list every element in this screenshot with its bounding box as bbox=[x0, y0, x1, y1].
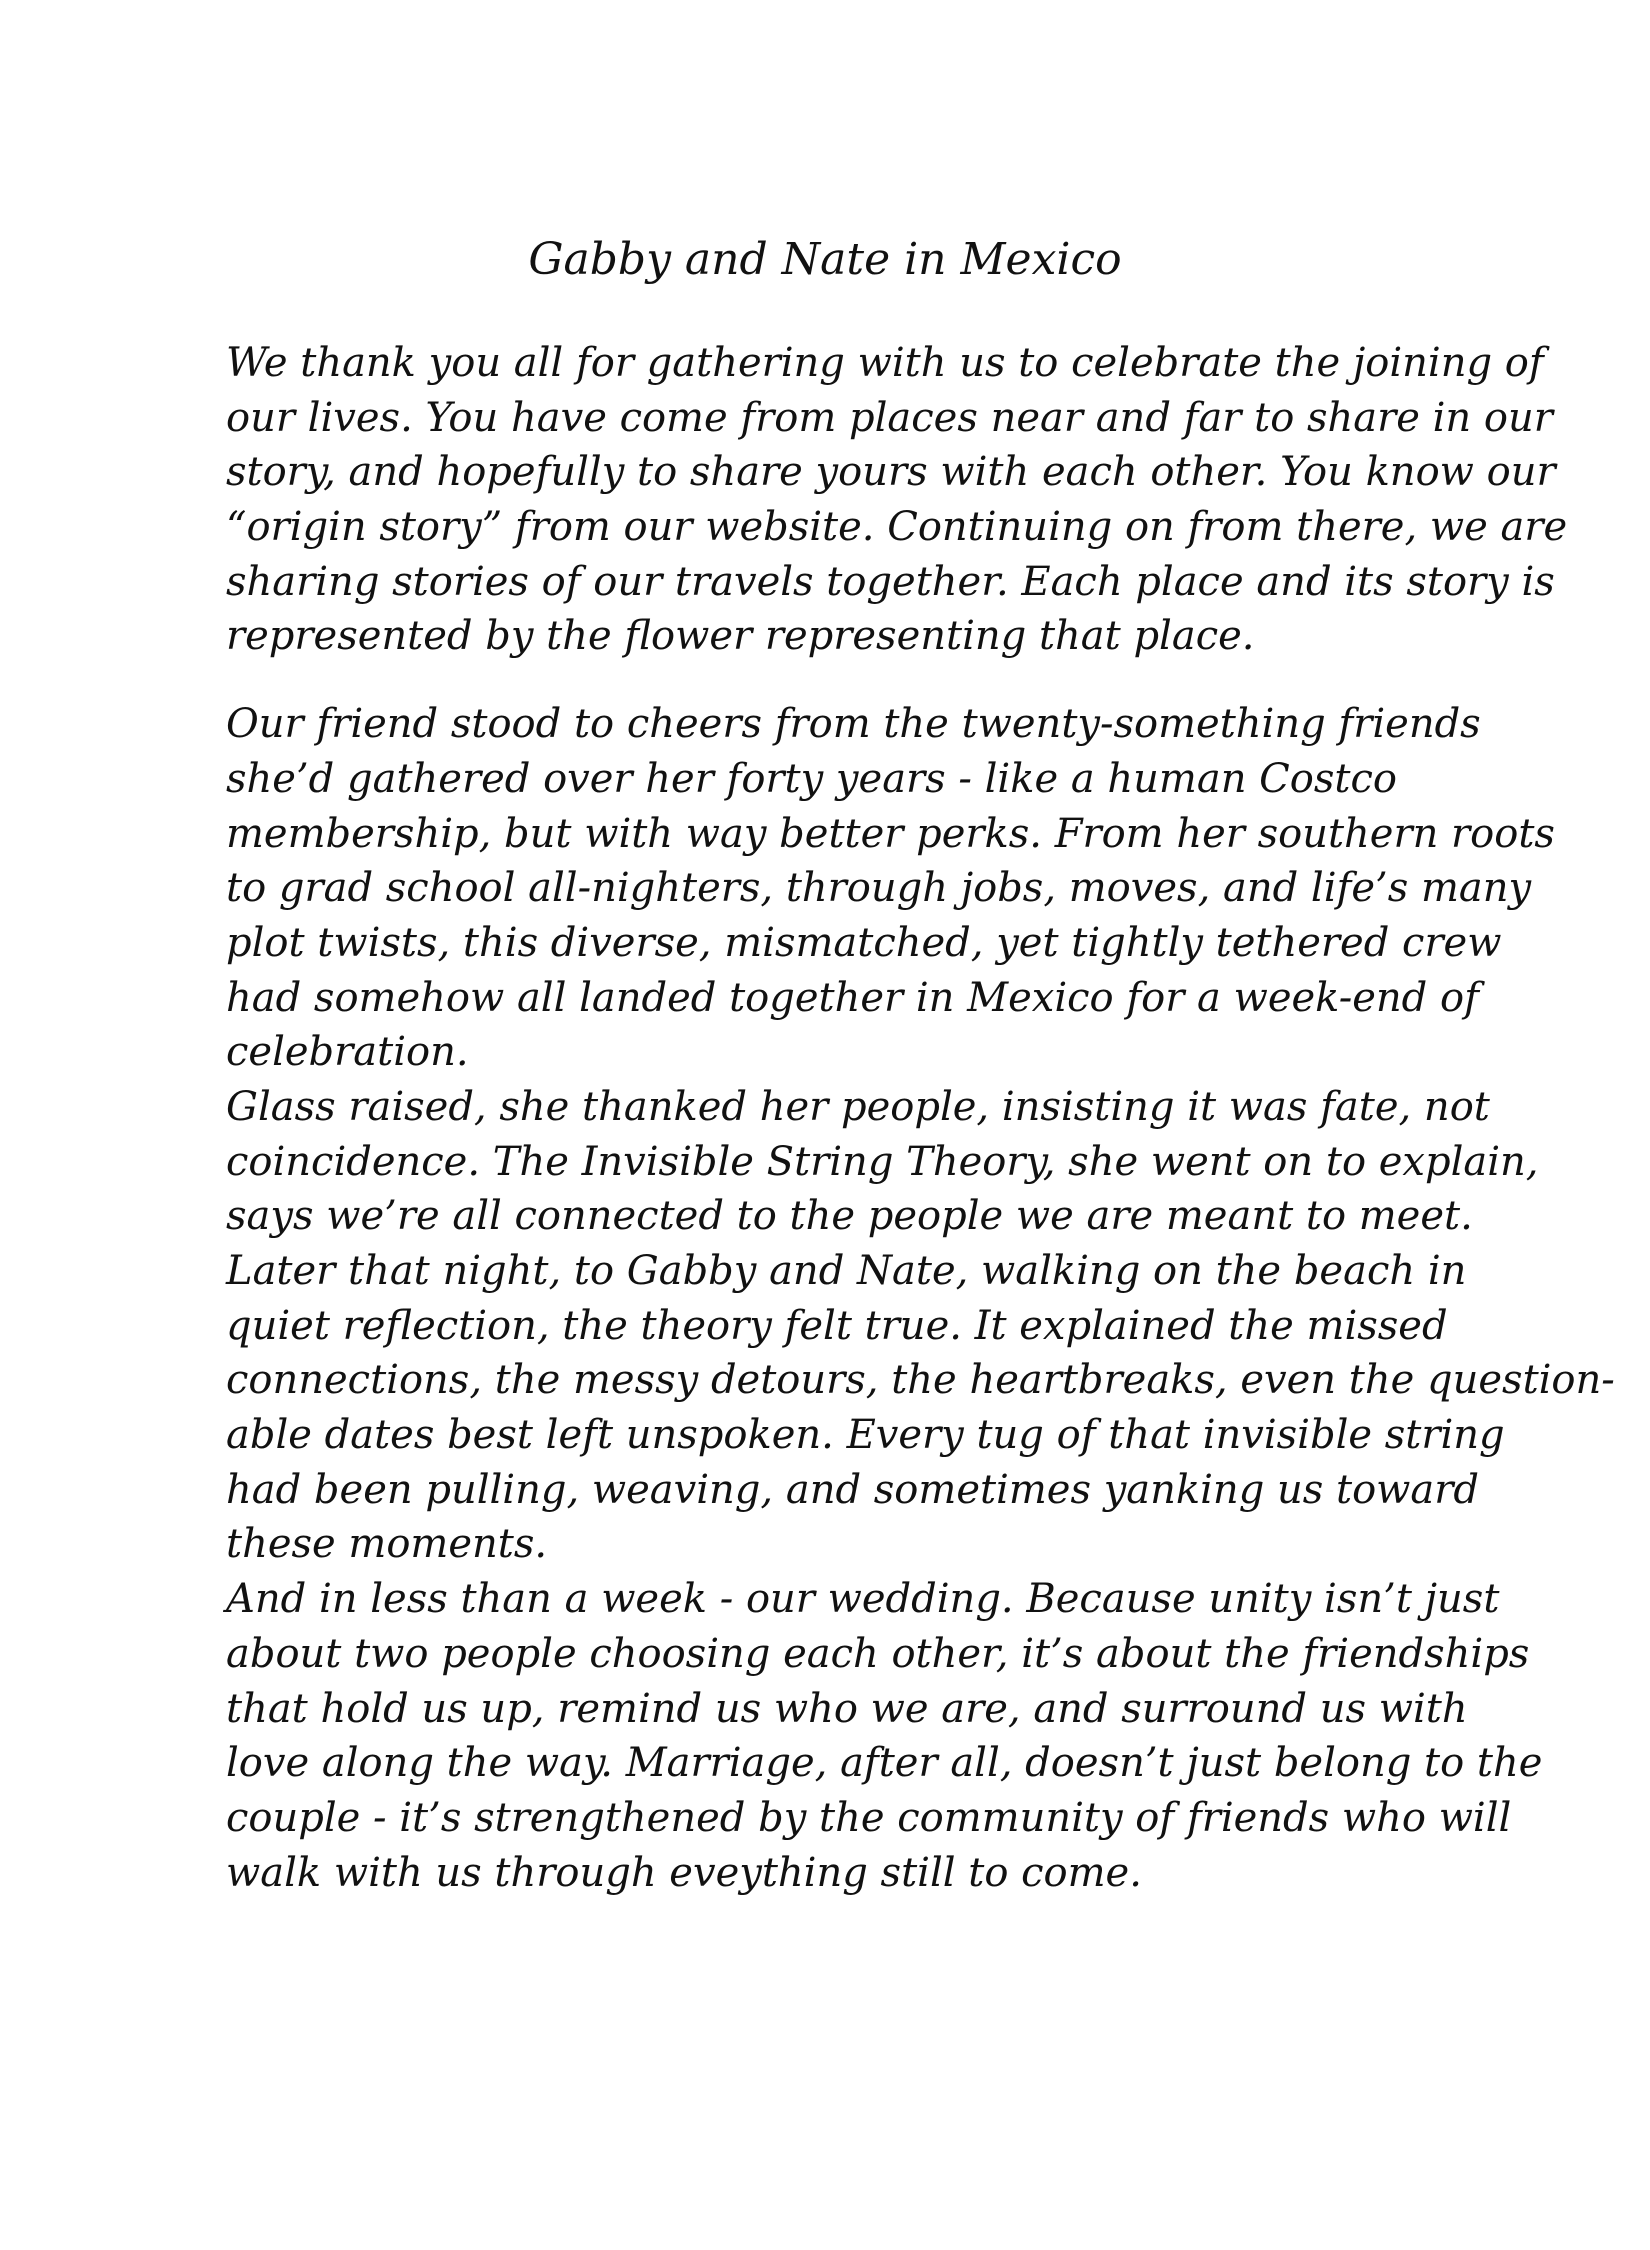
text-line: Our friend stood to cheers from the twenty-something friends bbox=[226, 701, 1481, 748]
text-line: And in less than a week - our wedding. Because unity isn’t just bbox=[226, 1576, 1500, 1623]
text-line: she’d gathered over her forty years - like a human Costco bbox=[226, 755, 1397, 802]
text-line: Later that night, to Gabby and Nate, walking on the beach in bbox=[226, 1248, 1467, 1294]
text-line: had been pulling, weaving, and sometimes yanking us toward bbox=[226, 1466, 1479, 1513]
text-line: plot twists, this diverse, mismatched, yet tightly tethered crew bbox=[226, 919, 1502, 966]
text-line: about two people choosing each other, it’s about the friendships bbox=[226, 1630, 1530, 1677]
document-body bbox=[226, 336, 1615, 1900]
text-line: these moments. bbox=[226, 1521, 548, 1568]
text-line: had somehow all landed together in Mexico for a week-end of bbox=[226, 974, 1479, 1021]
paragraph-4 bbox=[226, 1572, 1543, 1900]
text-line: to grad school all-nighters, through jobs, moves, and life’s many bbox=[226, 865, 1532, 912]
text-line: membership, but with way better perks. From her southern roots bbox=[226, 810, 1555, 857]
text-line: couple - it’s strengthened by the community of friends who will bbox=[226, 1794, 1512, 1841]
text-line: says we’re all connected to the people we are meant to meet. bbox=[226, 1193, 1473, 1240]
paragraph-1 bbox=[226, 336, 1568, 664]
text-line: love along the way. Marriage, after all, doesn’t just belong to the bbox=[226, 1740, 1543, 1787]
text-line: walk with us through eveything still to come. bbox=[226, 1849, 1142, 1896]
paragraph-3 bbox=[226, 1080, 1615, 1572]
text-line: represented by the flower representing that place. bbox=[226, 613, 1255, 660]
paragraph-gap bbox=[226, 664, 1466, 697]
text-line: sharing stories of our travels together. Each place and its story is bbox=[226, 558, 1555, 605]
paragraph-2 bbox=[226, 697, 1555, 1080]
text-line: Glass raised, she thanked her people, insisting it was fate, not bbox=[226, 1083, 1490, 1130]
text-line: We thank you all for gathering with us to celebrate the joining of bbox=[226, 340, 1544, 386]
text-line: connections, the messy detours, the heartbreaks, even the question- bbox=[226, 1357, 1615, 1404]
text-line: our lives. You have come from places near and far to share in our bbox=[226, 394, 1553, 441]
text-line: celebration. bbox=[226, 1029, 469, 1076]
document-title: Gabby and Nate in Mexico bbox=[528, 234, 1122, 285]
text-line: that hold us up, remind us who we are, and surround us with bbox=[226, 1685, 1468, 1732]
text-line: able dates best left unspoken. Every tug of that invisible string bbox=[226, 1412, 1505, 1459]
text-line: quiet reflection, the theory felt true. It explained the missed bbox=[226, 1302, 1448, 1349]
text-line: story, and hopefully to share yours with each other. You know our bbox=[226, 449, 1556, 496]
text-line: coincidence. The Invisible String Theory, she went on to explain, bbox=[226, 1138, 1539, 1185]
text-line: “origin story” from our website. Continuing on from there, we are bbox=[226, 504, 1568, 551]
